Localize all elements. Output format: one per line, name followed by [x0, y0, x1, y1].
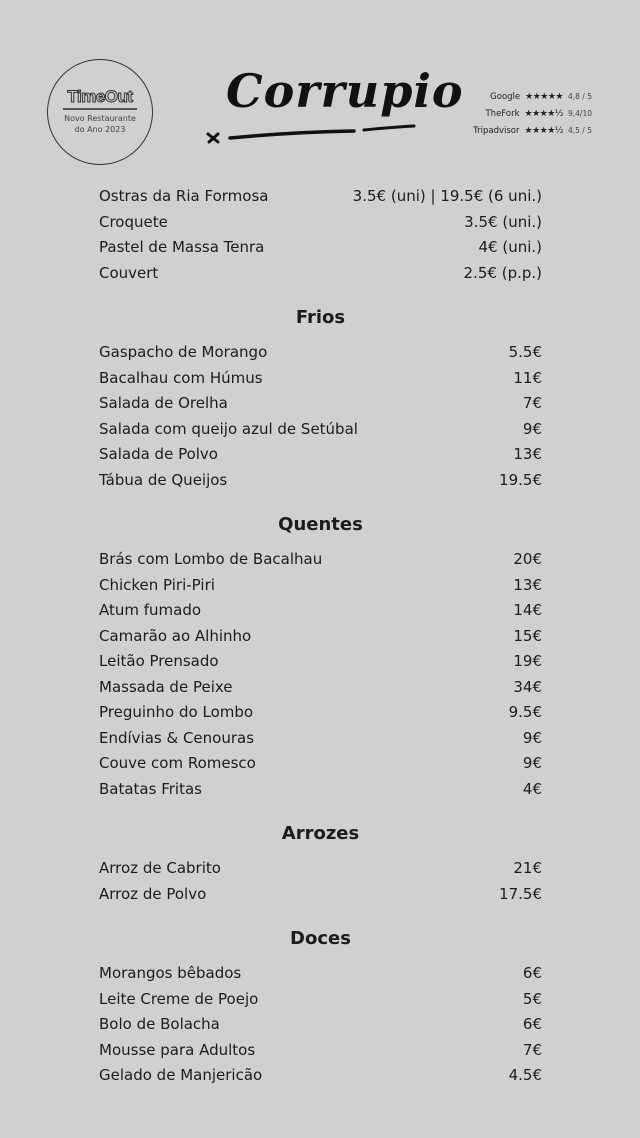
menu-item [99, 184, 542, 210]
menu-item [99, 882, 542, 908]
menu-item-name: Batatas Fritas [99, 779, 202, 798]
restaurant-logo [204, 64, 464, 160]
rating-score: 4,8 / 5 [568, 92, 592, 101]
timeout-logo: TimeOut [67, 87, 133, 106]
menu-item [99, 598, 542, 624]
menu-item [99, 675, 542, 701]
menu-item [99, 624, 542, 650]
menu-item-name: Bacalhau com Húmus [99, 368, 263, 387]
rating-row [473, 105, 594, 122]
section-heading: Doces [290, 928, 351, 949]
menu-item [99, 547, 542, 573]
menu-item-price: 11€ [513, 368, 542, 387]
menu-item-price: 9€ [522, 419, 542, 438]
menu-item-name: Salada de Polvo [99, 445, 218, 463]
menu-item-price: 5€ [522, 989, 542, 1008]
rating-row [473, 88, 594, 105]
menu-item [99, 391, 542, 417]
menu-item-price: 13€ [513, 445, 542, 463]
menu-item-name: Salada com queijo azul de Setúbal [99, 419, 358, 438]
menu-item-name: Camarão ao Alhinho [99, 626, 252, 645]
menu-item-price: 4€ (uni.) [478, 238, 542, 256]
menu-item-price: 15€ [513, 626, 542, 645]
menu-item-name: Arroz de Cabrito [99, 859, 221, 877]
menu-item-price: 20€ [513, 550, 542, 568]
menu-item-price: 6€ [522, 964, 542, 982]
menu-item-price: 9.5€ [508, 703, 542, 721]
menu-item-name: Endívias & Cenouras [99, 728, 255, 747]
menu-item [99, 1063, 542, 1089]
menu-item-name: Tábua de Queijos [99, 470, 228, 489]
menu-item-name: Croquete [99, 212, 168, 231]
menu-item-name: Mousse para Adultos [99, 1040, 256, 1059]
menu-item-name: Gelado de Manjericão [99, 1066, 263, 1084]
menu-item-name: Arroz de Polvo [99, 884, 207, 903]
menu-item-name: Bolo de Bolacha [99, 1015, 220, 1033]
rating-source: Tripadvisor [473, 125, 520, 136]
section-heading: Frios [295, 307, 346, 328]
section-heading: Quentes [278, 514, 363, 535]
rating-score: 4,5 / 5 [568, 126, 592, 135]
menu-item-price: 19€ [513, 652, 542, 670]
menu-item-name: Leite Creme de Poejo [99, 989, 259, 1008]
menu-item-name: Salada de Orelha [99, 394, 228, 412]
menu-item [99, 442, 542, 468]
rating-source: TheFork [485, 108, 520, 119]
menu-item-price: 34€ [513, 677, 542, 696]
menu-item-name: Preguinho do Lombo [99, 703, 254, 721]
restaurant-name: Corrupio [226, 64, 464, 118]
menu-item-name: Couvert [99, 263, 159, 282]
menu [99, 184, 542, 1089]
menu-item [99, 961, 542, 987]
menu-item-name: Couve com Romesco [99, 754, 256, 772]
menu-item [99, 1012, 542, 1038]
menu-item-price: 5.5€ [508, 343, 542, 361]
menu-item-name: Gaspacho de Morango [99, 343, 268, 361]
menu-item [99, 210, 542, 236]
menu-item [99, 468, 542, 494]
menu-item [99, 340, 542, 366]
menu-item-name: Massada de Peixe [99, 677, 233, 696]
menu-item-price: 21€ [513, 859, 542, 877]
section-heading: Arrozes [281, 823, 360, 844]
award-line-1: Novo Restaurante [64, 113, 136, 123]
menu-item [99, 1038, 542, 1064]
menu-item-price: 4.5€ [508, 1066, 542, 1084]
menu-item-price: 17.5€ [499, 884, 542, 903]
menu-item-price: 4€ [522, 779, 542, 798]
menu-item-name: Leitão Prensado [99, 652, 219, 670]
divider [63, 108, 137, 110]
rating-stars-icon: ★★★★½ [524, 108, 563, 119]
ratings-list [473, 88, 594, 139]
menu-item [99, 417, 542, 443]
menu-item [99, 751, 542, 777]
menu-item-price: 14€ [513, 601, 542, 619]
menu-item [99, 235, 542, 261]
menu-item-name: Pastel de Massa Tenra [99, 238, 265, 256]
menu-item-name: Morangos bêbados [99, 964, 242, 982]
menu-item [99, 366, 542, 392]
rating-source: Google [490, 91, 521, 102]
menu-item-price: 19.5€ [499, 470, 542, 489]
timeout-award-badge [47, 59, 153, 165]
menu-item [99, 987, 542, 1013]
menu-item-name: Brás com Lombo de Bacalhau [99, 550, 323, 568]
award-line-2: do Ano 2023 [74, 124, 126, 134]
menu-item-price: 7€ [522, 1040, 542, 1059]
menu-item-price: 3.5€ (uni) | 19.5€ (6 uni.) [352, 187, 542, 205]
menu-item-price: 9€ [522, 728, 542, 747]
rating-stars-icon: ★★★★★ [525, 91, 563, 102]
menu-item-price: 13€ [513, 575, 542, 594]
menu-item [99, 777, 542, 803]
menu-item-price: 7€ [522, 394, 542, 412]
menu-item [99, 856, 542, 882]
rating-score: 9,4/10 [568, 109, 592, 118]
menu-item [99, 700, 542, 726]
menu-item [99, 649, 542, 675]
menu-item-price: 9€ [522, 754, 542, 772]
menu-item [99, 726, 542, 752]
menu-item-price: 3.5€ (uni.) [464, 212, 542, 231]
logo-underline-icon [204, 64, 420, 160]
menu-item-name: Atum fumado [99, 601, 202, 619]
menu-item-price: 6€ [522, 1015, 542, 1033]
menu-item-price: 2.5€ (p.p.) [463, 263, 542, 282]
rating-row [473, 122, 594, 139]
menu-item-name: Ostras da Ria Formosa [99, 187, 269, 205]
rating-stars-icon: ★★★★½ [524, 125, 563, 136]
menu-item-name: Chicken Piri-Piri [99, 575, 215, 594]
menu-item [99, 261, 542, 287]
menu-item [99, 573, 542, 599]
